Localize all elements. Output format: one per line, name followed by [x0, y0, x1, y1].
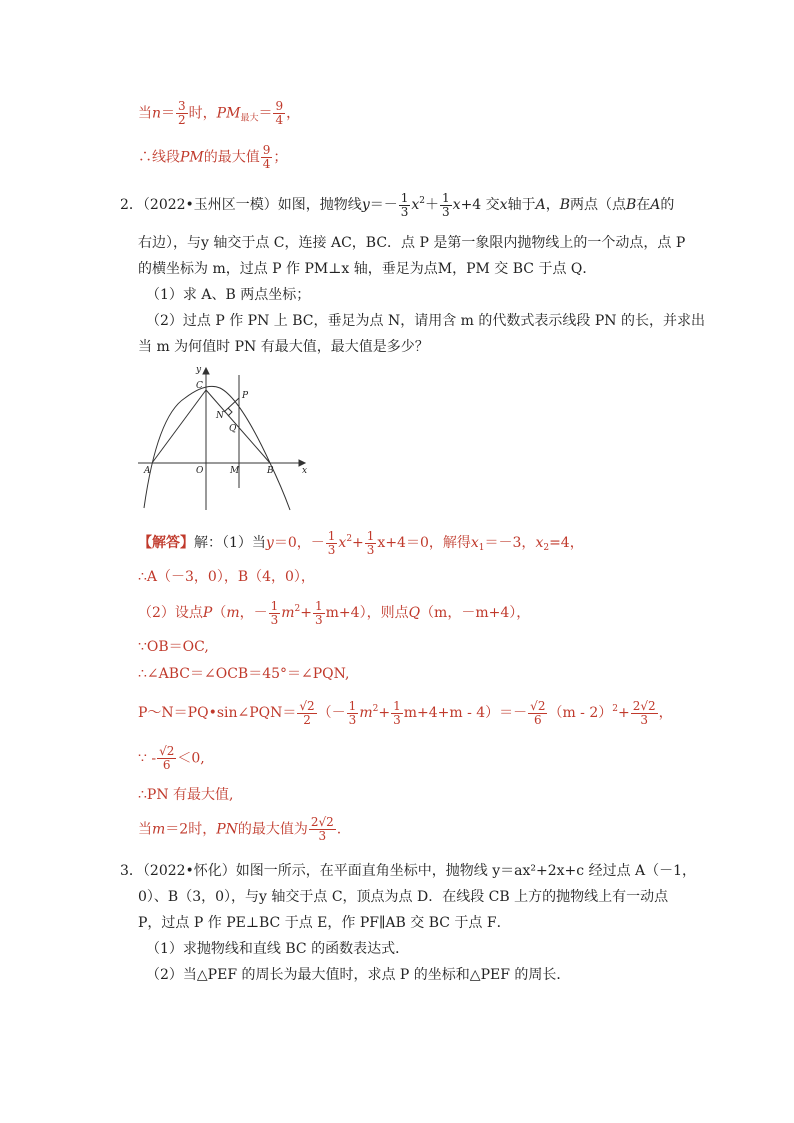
denominator: 3: [327, 542, 336, 557]
text: ∴线段: [138, 149, 180, 166]
denominator: 3: [400, 204, 409, 219]
text: +: [300, 605, 313, 621]
text: y: [361, 197, 370, 213]
numerator: 2√2: [310, 815, 334, 829]
text: x: [470, 535, 479, 551]
text: 在: [636, 197, 651, 213]
q2-line3: 的横坐标为 m，过点 P 作 PM⊥x 轴，垂足为点M，PM 交 BC 于点 Q．: [138, 261, 597, 277]
numerator: √2: [299, 698, 315, 713]
answer-line2: ∴A（－3，0），B（4，0），: [138, 569, 315, 585]
q3-sub2: （2）当△PEF 的周长为最大值时，求点 P 的坐标和△PEF 的周长．: [146, 967, 571, 983]
q2-line2: 右边），与y 轴交于点 C，连接 AC，BC．点 P 是第一象限内抛物线上的一个动点，点 P: [138, 235, 686, 251]
numerator: √2: [159, 744, 175, 758]
fraction: [309, 816, 336, 843]
denominator: 2: [303, 712, 311, 727]
superscript: 2: [346, 534, 353, 544]
numerator: √2: [530, 698, 546, 713]
numerator: 9: [262, 143, 271, 157]
text: （m，－m+4），: [420, 605, 531, 621]
label-m: M: [230, 466, 240, 476]
text: ＝: [258, 105, 273, 122]
text: P～N＝PQ•sin∠PQN＝: [138, 705, 297, 721]
q3-line3: P，过点 P 作 PE⊥BC 于点 E，作 PF∥AB 交 BC 于点 F．: [138, 915, 511, 931]
text: ∵ -: [138, 750, 157, 767]
answer-tag: 【解答】: [138, 535, 194, 551]
subscript: 2: [543, 543, 550, 553]
right-angle-mark: [228, 408, 232, 416]
label-p: P: [242, 391, 249, 401]
text: 的最大值: [203, 149, 260, 166]
denominator: 6: [533, 712, 542, 727]
subscript: 1: [478, 543, 485, 553]
text: n: [152, 105, 162, 122]
label-c: C: [196, 381, 203, 391]
text: （2022•玉州区一模）如图，抛物线: [142, 197, 362, 213]
subscript: 最大: [240, 113, 259, 124]
text: 当: [138, 105, 152, 122]
label-q: Q: [229, 424, 237, 434]
answer-line5: ∴∠ABC＝∠OCB＝45°＝∠PQN,: [138, 666, 350, 682]
text: 的: [660, 197, 675, 213]
segment-ac: [152, 390, 206, 463]
text: 的最大值为: [237, 821, 308, 838]
text: x: [452, 197, 461, 213]
fraction: [365, 530, 377, 557]
prev-answer-line2: [138, 144, 287, 171]
fraction: [528, 700, 547, 727]
text: x: [411, 197, 420, 213]
text: PM: [216, 105, 241, 122]
answer-line4: ∵OB＝OC,: [138, 639, 209, 655]
label-x: x: [302, 466, 308, 476]
text: ＝0，－: [273, 535, 325, 551]
fraction: [273, 100, 285, 127]
denominator: 3: [366, 542, 375, 557]
answer-line8: ∴PN 有最大值,: [138, 787, 234, 803]
denominator: 3: [640, 712, 649, 727]
text: ＝: [161, 105, 176, 122]
numerator: 9: [275, 99, 284, 113]
text: m: [226, 605, 240, 621]
prev-answer-line1: [138, 100, 300, 130]
numerator: 1: [366, 528, 375, 543]
text: ，: [658, 705, 673, 721]
question-number: 2．: [120, 197, 143, 213]
label-n: N: [216, 411, 224, 421]
text: m+4），则点: [325, 605, 409, 621]
text: .: [336, 821, 342, 838]
parabola-figure: [130, 360, 320, 515]
text: ＋: [425, 197, 440, 213]
numerator: 1: [393, 698, 401, 713]
numerator: 1: [400, 190, 409, 205]
fraction: [326, 530, 338, 557]
numerator: 1: [315, 598, 323, 613]
q3-sub1: （1）求抛物线和直线 BC 的函数表达式．: [146, 941, 410, 957]
text: PN: [216, 821, 238, 838]
text: x: [535, 535, 544, 551]
text: PM: [180, 149, 204, 166]
superscript: 2: [372, 704, 379, 714]
fraction: [269, 600, 281, 627]
text: x: [338, 535, 347, 551]
denominator: 3: [315, 612, 323, 627]
text: ＝2时，: [165, 821, 217, 838]
denominator: 3: [348, 712, 357, 727]
fraction: [313, 600, 325, 627]
superscript: 2: [612, 704, 619, 714]
numerator: 2√2: [632, 698, 656, 713]
fraction: [261, 144, 273, 171]
denominator: 3: [442, 204, 450, 219]
text: 时，: [188, 105, 217, 122]
q2-sub2b: 当 m 为何值时 PN 有最大值，最大值是多少？: [138, 339, 429, 355]
label-y: y: [196, 365, 202, 375]
numerator: 1: [442, 190, 450, 205]
fraction: [297, 700, 316, 727]
fraction: [176, 100, 188, 127]
text: x: [499, 197, 508, 213]
numerator: 3: [178, 99, 186, 113]
text: =4，: [549, 535, 584, 551]
label-b: B: [267, 466, 274, 476]
parabola-curve: [144, 386, 290, 510]
text: B: [625, 197, 637, 213]
text: （m - 2）: [548, 705, 613, 721]
text: m: [359, 705, 373, 721]
answer-line6: [138, 698, 673, 727]
fraction: [399, 192, 411, 219]
denominator: 4: [275, 113, 284, 127]
fraction: [631, 700, 658, 727]
text: +: [352, 535, 364, 551]
segment-cb: [206, 390, 270, 463]
superscript: 2: [419, 196, 426, 206]
numerator: 1: [348, 698, 357, 713]
text: ，－: [239, 605, 268, 621]
q2-sub1: （1）求 A、B 两点坐标；: [146, 287, 311, 303]
question-number: 3．: [120, 863, 143, 879]
numerator: 1: [327, 528, 336, 543]
q3-line1: [120, 860, 696, 882]
fraction: [391, 700, 403, 727]
text: 当: [138, 821, 152, 838]
text: A: [650, 197, 661, 213]
fraction: [157, 745, 176, 772]
label-a: A: [144, 466, 151, 476]
text: 解：（1）当: [194, 535, 266, 551]
text: m: [152, 821, 166, 838]
text: B: [559, 197, 570, 213]
q2-sub2a: （2）过点 P 作 PN 上 BC，垂足为点 N，请用含 m 的代数式表示线段 PN 的长，并求出: [146, 313, 705, 329]
superscript: 2: [294, 604, 301, 614]
text: ，: [286, 105, 301, 122]
q3-line2: 0）、B（3，0），与y 轴交于点 C，顶点为点 D．在线段 CB 上方的抛物线上有一动点: [138, 889, 669, 905]
text: Q: [408, 605, 421, 621]
denominator: 2: [178, 113, 186, 127]
text: （: [212, 605, 227, 621]
fraction: [440, 192, 452, 219]
text: ；: [273, 149, 288, 166]
text: （－: [317, 705, 346, 721]
answer-line1: [138, 528, 584, 559]
numerator: 1: [270, 598, 279, 613]
answer-line3: [138, 598, 530, 627]
denominator: 3: [318, 829, 327, 843]
y-axis-arrow: [203, 368, 209, 374]
fraction: [347, 700, 359, 727]
label-o: O: [196, 466, 204, 476]
answer-line9: [138, 816, 341, 843]
denominator: 3: [270, 612, 279, 627]
text: （2022•怀化）如图一所示，在平面直角坐标中，抛物线 y＝ax²+2x+c 经过点 A（－1，: [142, 863, 697, 879]
text: +: [618, 705, 630, 721]
text: ＝－3，: [484, 535, 536, 551]
text: ＜0,: [177, 750, 205, 767]
text: （2）设点: [138, 605, 203, 621]
text: x+4＝0，解得: [377, 535, 471, 551]
text: 两点（点: [569, 197, 626, 213]
q2-line1: [120, 190, 674, 219]
text: ＝－: [369, 197, 398, 213]
text: +: [378, 705, 391, 721]
text: y: [265, 535, 274, 551]
denominator: 6: [162, 758, 171, 772]
answer-line7: [138, 745, 205, 772]
text: P: [202, 605, 213, 621]
denominator: 4: [262, 157, 271, 171]
text: +4 交: [460, 197, 500, 213]
text: 轴于: [507, 197, 536, 213]
denominator: 3: [393, 712, 401, 727]
text: m+4+m - 4）＝－: [403, 705, 528, 721]
text: m: [281, 605, 295, 621]
segment-pn: [224, 398, 239, 412]
text: ，: [545, 197, 560, 213]
text: A: [535, 197, 546, 213]
